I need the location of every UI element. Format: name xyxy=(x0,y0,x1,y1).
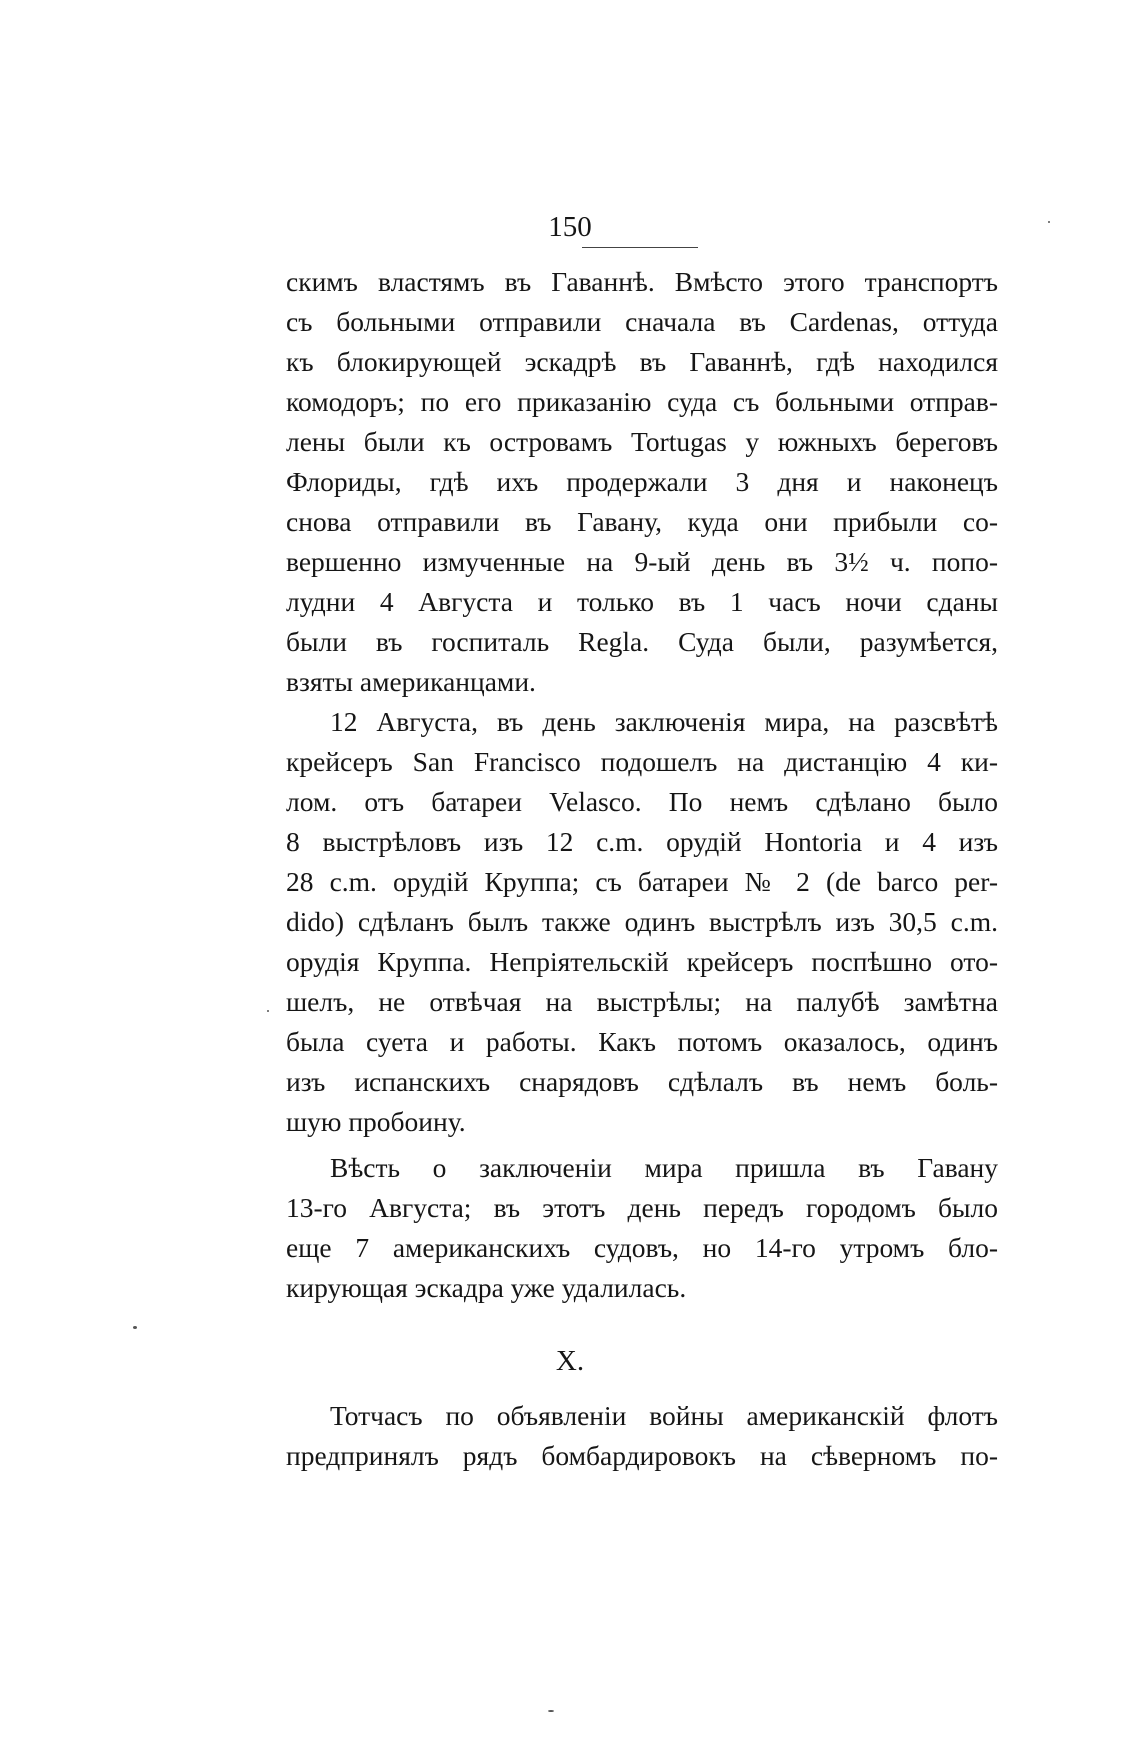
page-number-rule xyxy=(582,247,698,248)
text-line: взяты американцами. xyxy=(286,666,536,697)
text-line: снова отправили въ Гавану, куда они прибыли со- xyxy=(286,506,998,537)
text-line: dido) сдѣланъ былъ также одинъ выстрѣлъ изъ 30,5 c.m. xyxy=(286,906,998,937)
page-number: 150 xyxy=(548,211,592,243)
paragraph-1 xyxy=(286,262,998,702)
text-line: кирующая эскадра уже удалилась. xyxy=(286,1272,687,1303)
text-line: съ больными отправили сначала въ Cardenas, оттуда xyxy=(286,306,998,337)
text-line: скимъ властямъ въ Гаваннѣ. Вмѣсто этого транспортъ xyxy=(286,266,998,297)
text-line: изъ испанскихъ снарядовъ сдѣлалъ въ немъ боль- xyxy=(286,1066,998,1097)
paragraph-4 xyxy=(286,1396,998,1476)
text-line: 12 Августа, въ день заключенія мира, на разсвѣтѣ xyxy=(330,706,998,737)
text-line: вершенно измученные на 9-ый день въ 3½ ч. попо- xyxy=(286,546,998,577)
text-line: крейсеръ San Francisco подошелъ на дистанцію 4 ки- xyxy=(286,746,998,777)
text-line: 8 выстрѣловъ изъ 12 c.m. орудій Hontoria и 4 изъ xyxy=(286,826,998,857)
text-line: Вѣсть о заключеніи мира пришла въ Гавану xyxy=(330,1152,998,1183)
text-line: лом. отъ батареи Velasco. По немъ сдѣлано было xyxy=(286,786,998,817)
text-line: къ блокирующей эскадрѣ въ Гаваннѣ, гдѣ находился xyxy=(286,346,998,377)
text-line: Тотчасъ по объявленіи войны американскій флотъ xyxy=(330,1400,998,1431)
text-line: еще 7 американскихъ судовъ, но 14-го утромъ бло- xyxy=(286,1232,998,1263)
text-line: Флориды, гдѣ ихъ продержали 3 дня и наконецъ xyxy=(286,466,998,497)
text-line: 13-го Августа; въ этотъ день передъ городомъ было xyxy=(286,1192,998,1223)
text-line: была суета и работы. Какъ потомъ оказалось, одинъ xyxy=(286,1026,998,1057)
scan-speck xyxy=(267,1010,269,1012)
text-line: предпринялъ рядъ бомбардировокъ на сѣверномъ по- xyxy=(286,1440,998,1471)
text-line: орудія Круппа. Непріятельскій крейсеръ поспѣшно ото- xyxy=(286,946,998,977)
text-line: 28 c.m. орудій Круппа; съ батареи № 2 (de barco per- xyxy=(286,866,998,897)
paragraph-3 xyxy=(286,1148,998,1308)
text-line: шелъ, не отвѣчая на выстрѣлы; на палубѣ замѣтна xyxy=(286,986,998,1017)
text-line: лудни 4 Августа и только въ 1 часъ ночи сданы xyxy=(286,586,998,617)
text-line: были въ госпиталь Regla. Суда были, разумѣется, xyxy=(286,626,998,657)
scan-speck xyxy=(1048,221,1050,223)
text-line: комодоръ; по его приказанію суда съ больными отправ- xyxy=(286,386,998,417)
paragraph-2 xyxy=(286,702,998,1142)
text-line: шую пробоину. xyxy=(286,1106,466,1137)
section-heading: X. xyxy=(555,1345,585,1377)
scan-speck xyxy=(548,1710,554,1712)
scan-speck xyxy=(133,1326,137,1329)
text-line: лены были къ островамъ Tortugas у южныхъ береговъ xyxy=(286,426,998,457)
